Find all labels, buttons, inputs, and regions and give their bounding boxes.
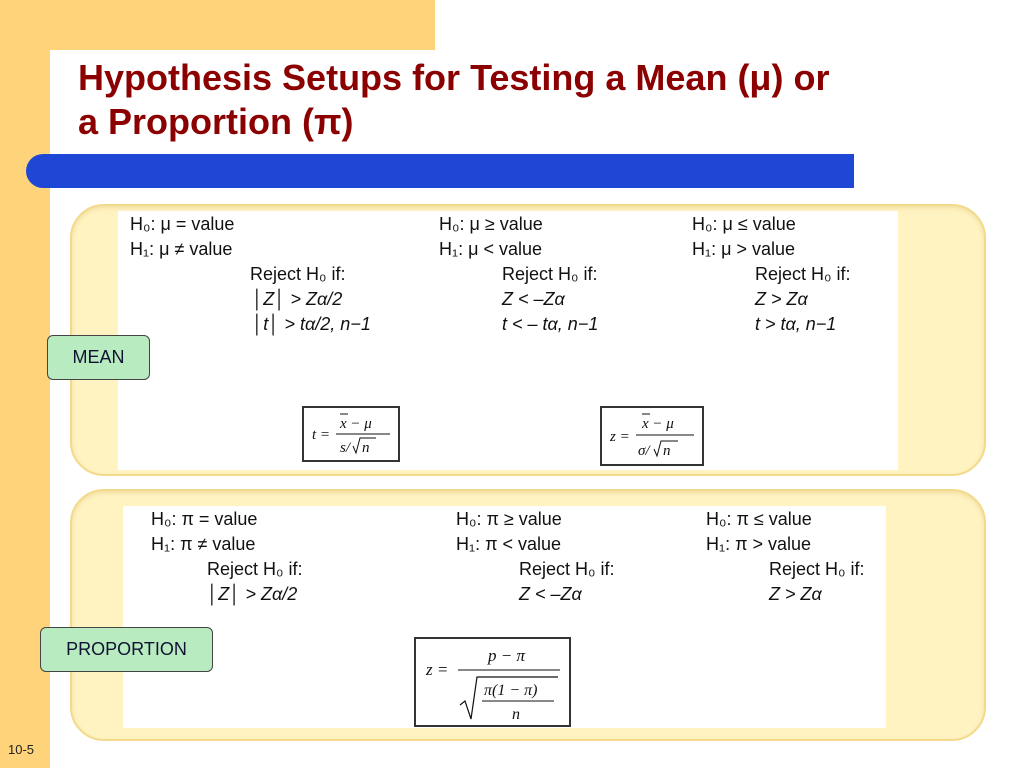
- mean-col1-rule2: │t│ > tα/2, n−1: [252, 314, 371, 334]
- svg-text:x − μ: x − μ: [642, 416, 674, 432]
- z-statistic-formula-proportion: [414, 637, 571, 727]
- mean-col1-reject: Reject H₀ if:: [250, 264, 346, 284]
- svg-text:n: n: [663, 443, 671, 459]
- page-number: 10-5: [8, 742, 35, 757]
- prop-col3-h0: H₀: π ≤ value: [706, 509, 812, 529]
- mean-col2-h0: H₀: μ ≥ value: [439, 214, 543, 234]
- mean-col3-rule1: Z > Zα: [755, 289, 808, 309]
- mean-col2-h1: H₁: μ < value: [439, 239, 542, 259]
- mean-col2-rule1: Z < –Zα: [502, 289, 565, 309]
- svg-text:n: n: [512, 706, 520, 723]
- mean-col1-rule1: │Z│ > Zα/2: [252, 289, 343, 309]
- prop-col1-rule1: │Z│ > Zα/2: [207, 584, 298, 604]
- z-statistic-formula-mean: [600, 406, 704, 466]
- decorative-top-bar: [0, 0, 435, 50]
- prop-col3-h1: H₁: π > value: [706, 534, 812, 554]
- mean-col3-rule2: t > tα, n−1: [755, 314, 837, 334]
- title-underline-bar: [26, 154, 854, 188]
- svg-text:p − π: p − π: [488, 646, 525, 665]
- mean-label-tag: MEAN: [47, 335, 150, 380]
- prop-col2-reject: Reject H₀ if:: [519, 559, 615, 579]
- prop-col3-rule1: Z > Zα: [769, 584, 822, 604]
- proportion-label-tag: PROPORTION: [40, 627, 213, 672]
- mean-col2-rule2: t < – tα, n−1: [502, 314, 599, 334]
- prop-col1-reject: Reject H₀ if:: [207, 559, 303, 579]
- mean-col3-h0: H₀: μ ≤ value: [692, 214, 796, 234]
- svg-text:σ/: σ/: [638, 443, 650, 459]
- title-line-1: Hypothesis Setups for Testing a Mean (μ) or: [78, 57, 830, 98]
- mean-content: [118, 211, 898, 470]
- svg-text:t =: t =: [312, 427, 331, 443]
- prop-col2-h0: H₀: π ≥ value: [456, 509, 562, 529]
- proportion-content: [123, 506, 886, 728]
- mean-col3-reject: Reject H₀ if:: [755, 264, 851, 284]
- mean-col1-h0: H₀: μ = value: [130, 214, 235, 234]
- svg-text:n: n: [362, 440, 370, 456]
- prop-col3-reject: Reject H₀ if:: [769, 559, 865, 579]
- mean-col1-h1: H₁: μ ≠ value: [130, 239, 233, 259]
- prop-col2-h1: H₁: π < value: [456, 534, 562, 554]
- title-line-2: a Proportion (π): [78, 101, 354, 142]
- mean-col3-h1: H₁: μ > value: [692, 239, 795, 259]
- svg-text:z =: z =: [426, 660, 449, 679]
- svg-text:π(1 − π): π(1 − π): [484, 682, 538, 699]
- t-statistic-formula: [302, 406, 400, 462]
- svg-text:s/: s/: [340, 440, 351, 456]
- prop-col1-h0: H₀: π = value: [151, 509, 258, 529]
- slide-title: [78, 56, 978, 144]
- mean-col2-reject: Reject H₀ if:: [502, 264, 598, 284]
- prop-col2-rule1: Z < –Zα: [519, 584, 582, 604]
- svg-text:z =: z =: [610, 429, 630, 445]
- svg-text:x − μ: x − μ: [340, 416, 372, 432]
- prop-col1-h1: H₁: π ≠ value: [151, 534, 256, 554]
